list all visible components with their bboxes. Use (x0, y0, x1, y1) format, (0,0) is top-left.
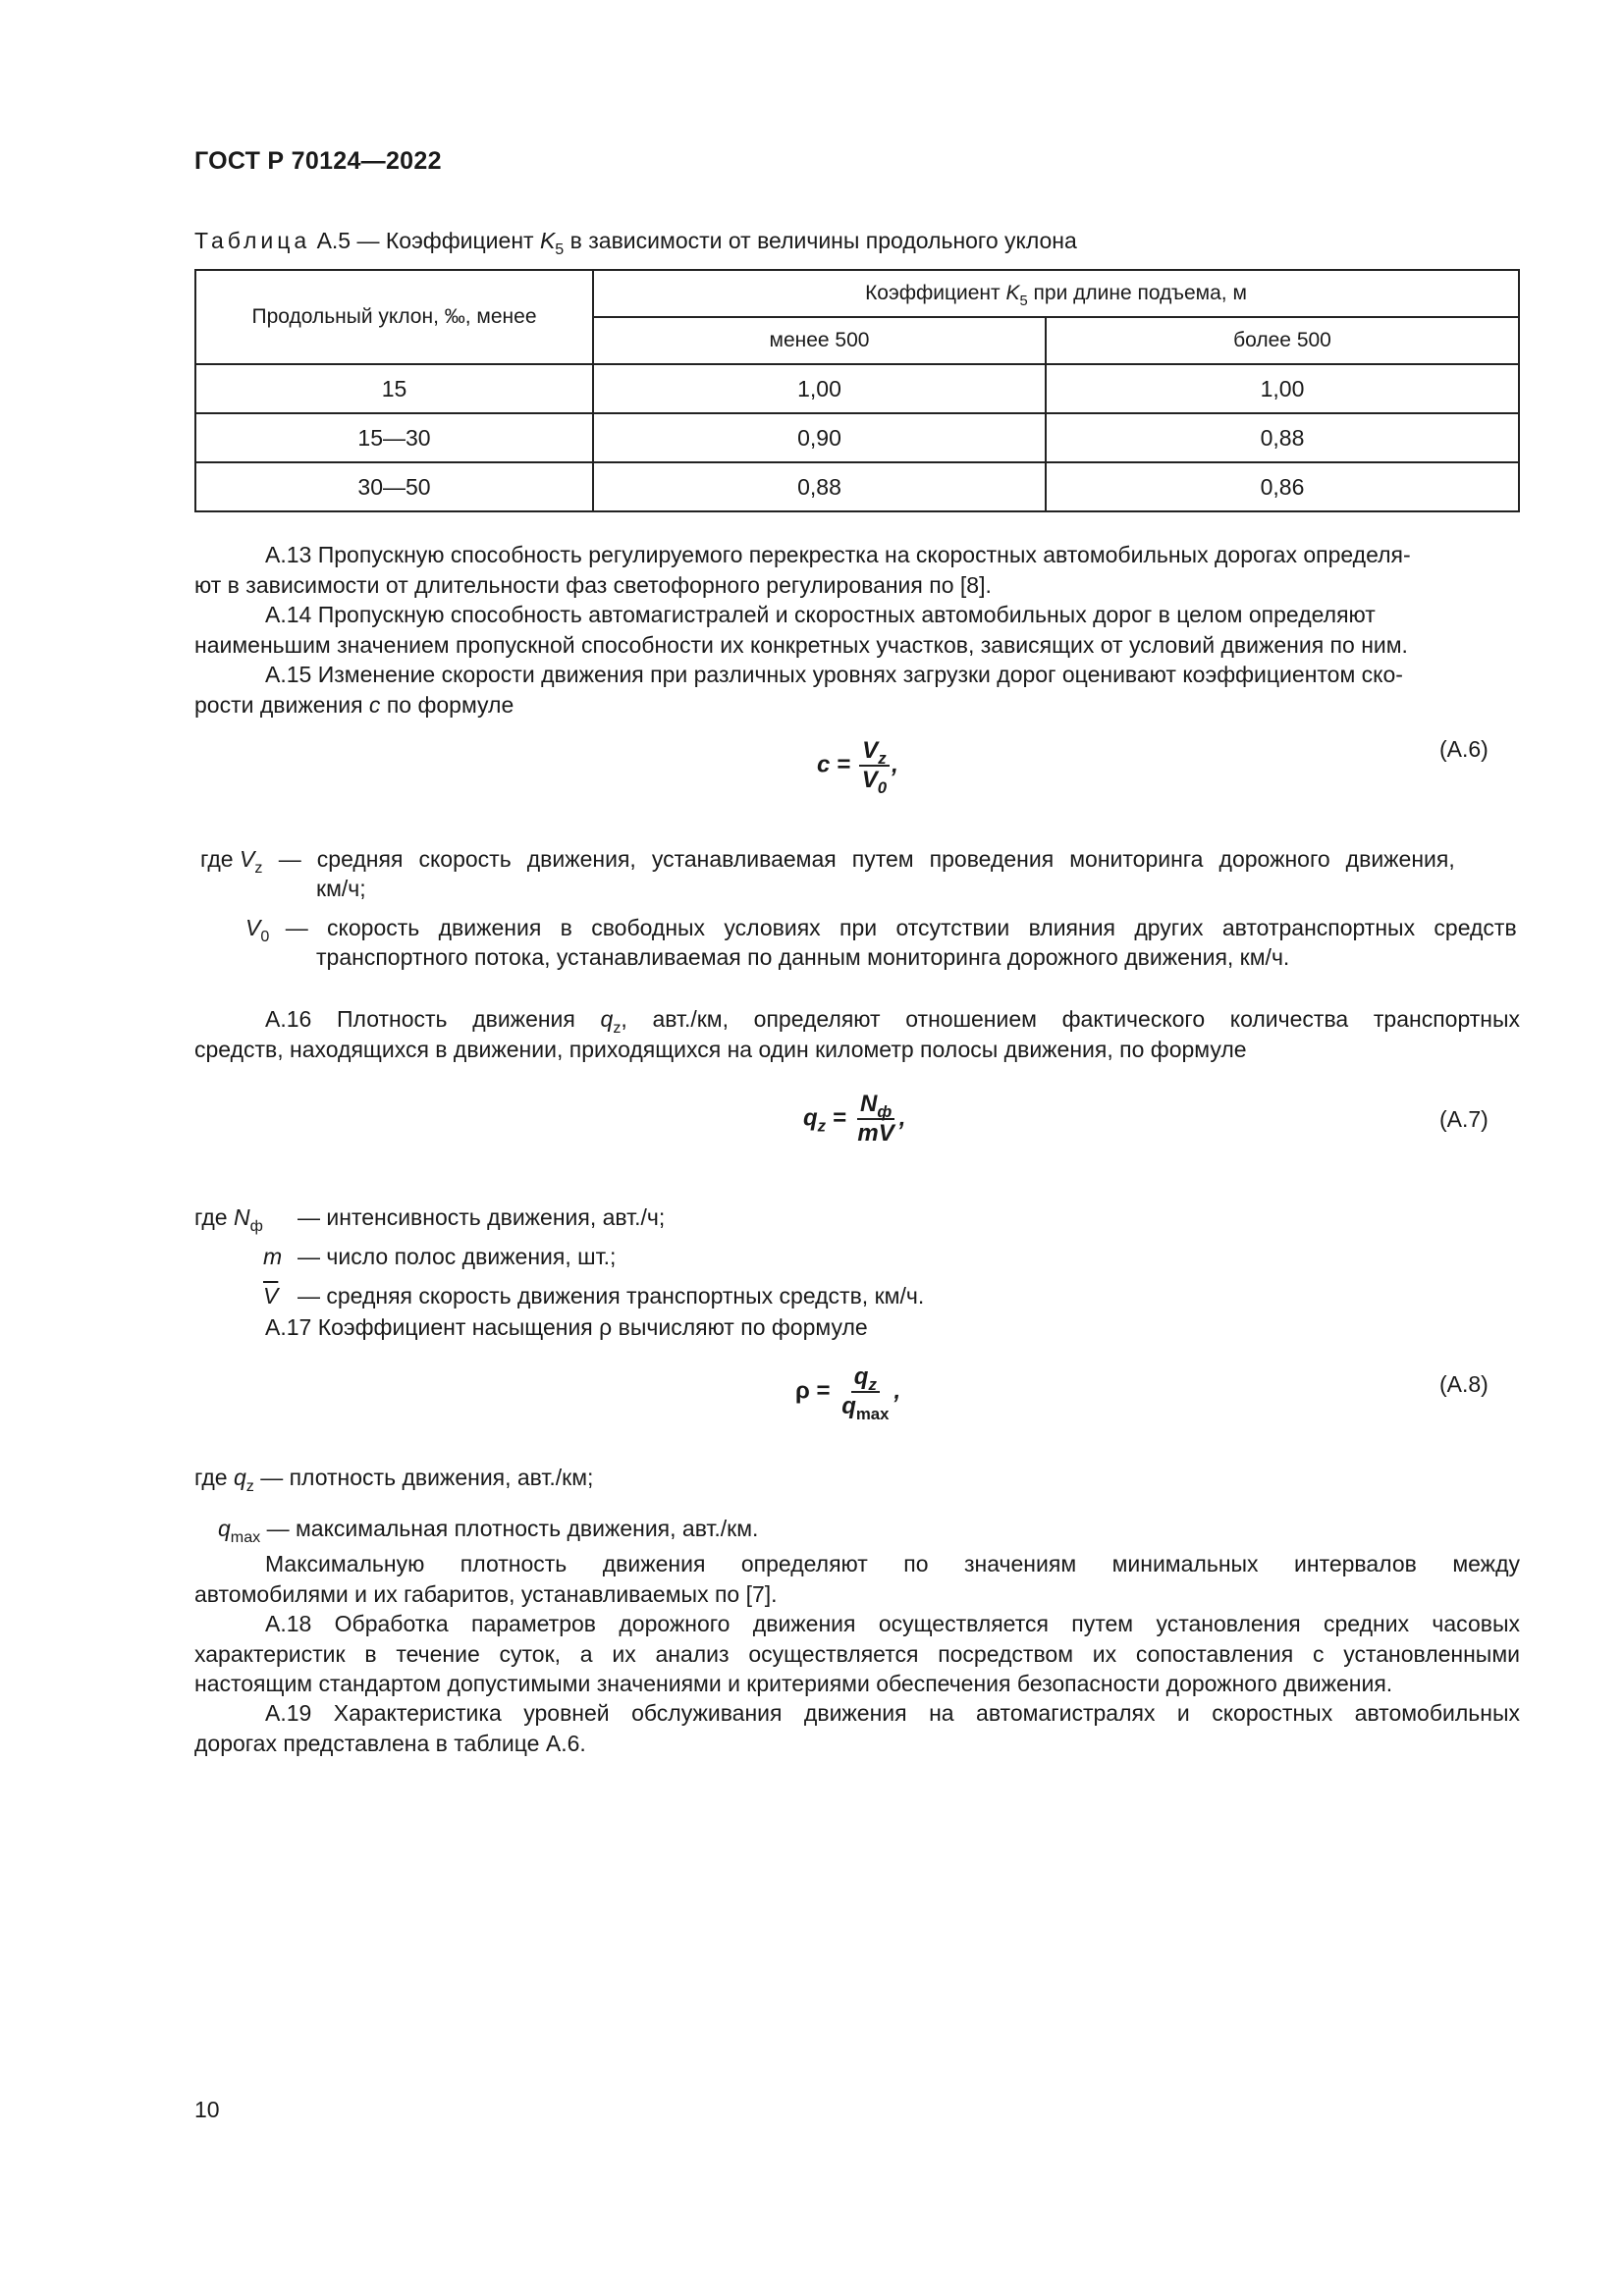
where-v-text: — средняя скорость движения транспортных средств, км/ч. (298, 1283, 925, 1308)
var-q: q (600, 1006, 614, 1032)
caption-text-post: в зависимости от величины продольного уклона (569, 228, 1077, 253)
paragraph-a13 (194, 540, 1520, 600)
equation-number-a8: (А.8) (1439, 1371, 1489, 1397)
where-qmax (218, 1516, 759, 1546)
document-header: ГОСТ Р 70124—2022 (194, 147, 442, 175)
table-cell: 0,88 (593, 462, 1046, 511)
table-row (195, 413, 1519, 462)
eq6-num-var: V (862, 737, 879, 764)
eq8-num-sub: z (868, 1375, 877, 1394)
caption-text-pre: А.5 — Коэффициент (316, 228, 534, 253)
var-m: m (263, 1244, 283, 1269)
var-v-bar: $\overline{V}$ (263, 1283, 279, 1308)
eq8-num (851, 1364, 880, 1393)
paragraph-a16 (194, 1004, 1520, 1064)
var-sub: z (245, 1477, 254, 1495)
para-line-pre: рости движения (194, 691, 363, 718)
para-line: А.15 Изменение скорости движения при различных уровнях загрузки дорог оценивают коэффициентом ско- (265, 662, 1403, 687)
table-cell: 15 (195, 364, 593, 413)
equation-a8 (795, 1363, 901, 1423)
para-line: автомобилями и их габаритов, устанавливаемых по [7]. (194, 1580, 778, 1607)
group-header-post: при длине подъема, м (1033, 282, 1247, 304)
table-cell: 0,90 (593, 413, 1046, 462)
where-qz (194, 1465, 594, 1495)
para-line-post: по формуле (386, 691, 514, 718)
table-a5 (194, 269, 1520, 512)
table-cell: 30—50 (195, 462, 593, 511)
var-c: c (368, 691, 381, 718)
var-n: N (233, 1204, 250, 1230)
paragraph-a14 (194, 600, 1520, 660)
para-line: характеристик в течение суток, а их анализ осуществляется посредством их сопоставления с установленными (194, 1640, 1520, 1667)
caption-sub: 5 (555, 240, 565, 258)
var-q: q (233, 1465, 246, 1490)
var-sub: z (254, 859, 263, 877)
var-sub: 0 (260, 928, 270, 945)
eq8-den-var: q (841, 1393, 856, 1419)
where-v0 (245, 915, 1520, 945)
where-m-text: — число полос движения, шт.; (298, 1244, 617, 1269)
eq8-den-sub: max (855, 1405, 890, 1423)
eq6-tail: , (892, 751, 898, 778)
page-number: 10 (194, 2097, 220, 2122)
para-line-post: , авт./км, определяют отношением фактического количества транспортных (621, 1006, 1521, 1032)
group-header-sub: 5 (1019, 294, 1028, 309)
where-qmax-text: — максимальная плотность движения, авт./км. (266, 1516, 759, 1541)
where-lead: где (194, 1465, 228, 1490)
var-sub: max (230, 1528, 261, 1546)
eq6-den-var: V (861, 767, 878, 793)
table-row (195, 364, 1519, 413)
eq7-den-var: m (857, 1120, 879, 1147)
para-line (194, 1004, 1520, 1035)
where-lead: где (194, 1204, 228, 1230)
paragraph-a19 (194, 1698, 1520, 1758)
equation-number-a6: (А.6) (1439, 736, 1489, 762)
paragraph-max-density (194, 1549, 1520, 1609)
para-line: дорогах представлена в таблице А.6. (194, 1730, 586, 1756)
paragraph-a15 (194, 660, 1520, 720)
eq7-tail: , (898, 1104, 906, 1132)
equation-number-a7: (А.7) (1439, 1106, 1489, 1132)
eq7-lhs: q (803, 1104, 818, 1132)
group-header (593, 270, 1519, 317)
para-line: А.17 Коэффициент насыщения ρ вычисляют по формуле (265, 1314, 868, 1340)
var-q: q (218, 1516, 231, 1541)
group-header-pre: Коэффициент (865, 282, 1001, 304)
eq7-eq: = (832, 1104, 846, 1132)
para-line: средств, находящихся в движении, приходящихся на один километр полосы движения, по формуле (194, 1036, 1247, 1062)
eq6-fraction (859, 737, 890, 797)
caption-word: Таблица (194, 228, 311, 253)
where-lead: где (200, 846, 234, 872)
where-n (194, 1204, 263, 1235)
where-vz-text: — средняя скорость движения, устанавливаемая путем проведения мониторинга дорожного движения, (278, 846, 1455, 872)
para-line: А.18 Обработка параметров дорожного движения осуществляется путем установления средних часовых (265, 1611, 1520, 1636)
table-caption (194, 228, 1077, 258)
col1-header: Продольный уклон, ‰, менее (195, 270, 593, 364)
para-line: А.19 Характеристика уровней обслуживания движения на автомагистралях и скоростных автомобильных (265, 1700, 1520, 1726)
table-row (195, 462, 1519, 511)
para-line: Максимальную плотность движения определяют по значениям минимальных интервалов между (265, 1551, 1520, 1576)
equation-a7 (803, 1092, 905, 1147)
table-cell: 0,86 (1046, 462, 1519, 511)
where-vz (200, 846, 1520, 877)
caption-var: K (539, 228, 556, 253)
equation-a6 (817, 737, 898, 797)
eq6-den-sub: 0 (877, 778, 888, 797)
table-cell: 15—30 (195, 413, 593, 462)
eq8-lhs: ρ = (795, 1377, 831, 1405)
paragraph-a18 (194, 1609, 1520, 1699)
subheader-less-500: менее 500 (593, 317, 1046, 364)
table-cell: 1,00 (593, 364, 1046, 413)
where-vz-text-2: км/ч; (316, 876, 366, 901)
eq8-num-var: q (853, 1363, 869, 1390)
eq7-fraction (854, 1092, 896, 1147)
subheader-more-500: более 500 (1046, 317, 1519, 364)
para-line: А.14 Пропускную способность автомагистралей и скоростных автомобильных дорог в целом определяют (265, 602, 1376, 627)
group-header-var: K (1005, 282, 1020, 304)
where-n-text: — интенсивность движения, авт./ч; (298, 1204, 666, 1230)
para-line: А.13 Пропускную способность регулируемого перекрестка на скоростных автомобильных дорогах определя- (265, 542, 1411, 567)
eq8-den (839, 1393, 892, 1423)
var-v: V (239, 846, 255, 872)
eq7-den-bar: $\overline{V}$ (878, 1120, 894, 1147)
eq8-fraction (839, 1363, 892, 1423)
eq6-den (859, 767, 890, 797)
para-line: наименьшим значением пропускной способности их конкретных участков, зависящих от условий движения по ним. (194, 631, 1408, 658)
eq7-lhs-sub: z (817, 1116, 827, 1136)
var-v: V (245, 915, 261, 940)
eq8-tail: , (893, 1377, 901, 1405)
eq7-num-sub: ф (877, 1102, 893, 1121)
eq7-den (854, 1120, 896, 1147)
eq6-lhs: c = (817, 751, 851, 778)
eq7-num-var: N (860, 1091, 878, 1117)
para-line: настоящим стандартом допустимыми значениями и критериями обеспечения безопасности дорожного движения. (194, 1671, 1393, 1696)
para-line: ют в зависимости от длительности фаз светофорного регулирования по [8]. (194, 571, 992, 598)
where-v0-text-2: транспортного потока, устанавливаемая по данным мониторинга дорожного движения, км/ч. (316, 944, 1290, 970)
table-cell: 1,00 (1046, 364, 1519, 413)
table-cell: 0,88 (1046, 413, 1519, 462)
where-qz-text: — плотность движения, авт./км; (260, 1465, 594, 1490)
where-v0-text: — скорость движения в свободных условиях при отсутствии влияния других автотранспортных средств (285, 915, 1517, 940)
para-line-pre: А.16 Плотность движения (265, 1006, 575, 1032)
eq6-num (859, 738, 889, 767)
paragraph-a17 (194, 1312, 1520, 1343)
var-sub: ф (249, 1217, 263, 1235)
eq6-num-sub: z (878, 749, 887, 768)
eq7-num (857, 1092, 894, 1120)
var-sub: z (613, 1019, 622, 1037)
